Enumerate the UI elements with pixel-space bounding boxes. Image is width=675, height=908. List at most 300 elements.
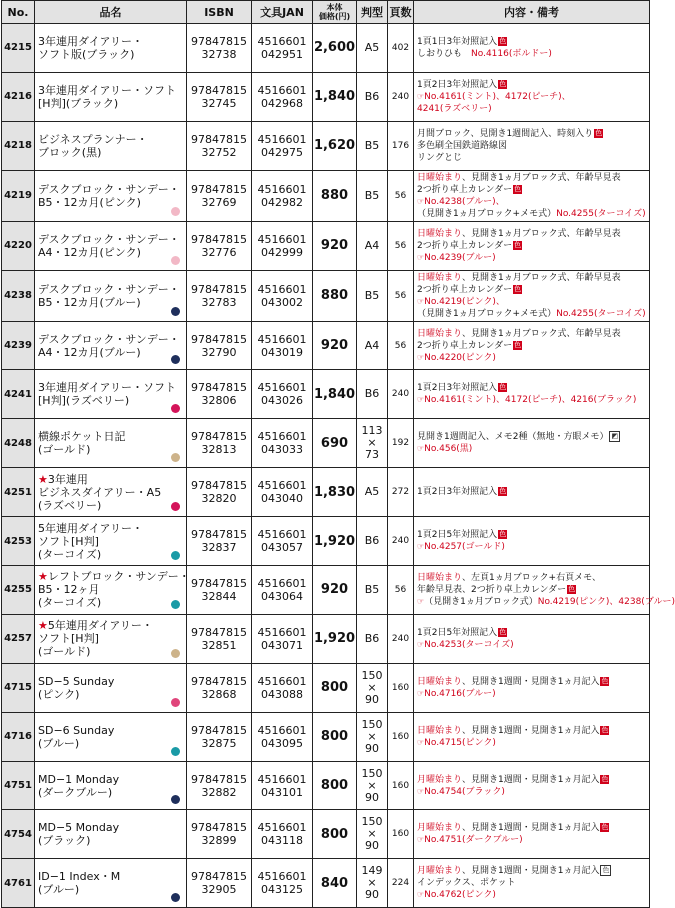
size-line: B6 (364, 89, 380, 103)
note-line (417, 639, 646, 651)
pointer-icon: ☞ (417, 352, 425, 362)
size-cell (357, 810, 388, 859)
color-print-badge-icon: 色 (514, 240, 522, 249)
jan-line: 4516601 (257, 479, 307, 493)
item-number: 4253 (2, 517, 35, 566)
item-name-line: デスクブロック・サンデー・ (38, 332, 180, 346)
item-name-line: 5年連用ダイアリー・ (47, 619, 153, 633)
note-line (417, 103, 646, 115)
item-number: 4255 (2, 566, 35, 615)
pointer-icon: ☞ (417, 542, 425, 552)
size-cell (357, 419, 388, 468)
item-name-line: (ターコイズ) (38, 547, 102, 561)
jan-line: 043101 (261, 785, 303, 799)
jan-line: 4516601 (257, 182, 307, 196)
jan-cell (252, 859, 313, 908)
jan-line: 4516601 (257, 381, 307, 395)
isbn-cell (187, 810, 252, 859)
item-name-line: レフトブロック・サンデー・ (47, 570, 190, 584)
note-line (417, 79, 646, 91)
item-name-line: 3年連用 (47, 472, 88, 486)
note-text: 、見開き1週間・見開き1ヵ月記入 (462, 725, 600, 736)
pointer-icon: ☞ (417, 395, 425, 405)
note-line (417, 676, 646, 688)
size-line: B5 (364, 288, 380, 302)
color-print-badge-icon: 色 (499, 627, 507, 636)
item-name-line: (ブルー) (38, 883, 80, 897)
related-item-link: No.4239(ブルー) (424, 252, 496, 263)
isbn-line: 97847815 (191, 83, 247, 97)
price-cell: 690 (313, 419, 357, 468)
size-line: B5 (364, 138, 380, 152)
new-star-icon: ★ (38, 472, 48, 486)
notes-cell (414, 170, 650, 221)
pointer-icon: ☞ (417, 444, 425, 454)
color-print-badge-icon: 色 (568, 584, 576, 593)
color-print-badge-icon: 色 (514, 284, 522, 293)
note-line (417, 152, 646, 164)
pages-cell: 224 (388, 859, 414, 908)
item-number: 4257 (2, 614, 35, 663)
isbn-cell (187, 517, 252, 566)
isbn-line: 97847815 (191, 332, 247, 346)
size-line: 113 (361, 424, 383, 438)
pages-cell: 160 (388, 810, 414, 859)
jan-line: 043057 (261, 541, 303, 555)
item-name (35, 72, 187, 121)
item-name-line: (ブルー) (38, 736, 80, 750)
pages-cell: 176 (388, 121, 414, 170)
new-star-icon: ★ (38, 619, 48, 633)
notes-cell (414, 663, 650, 712)
table-row (2, 419, 650, 468)
pages-cell: 56 (388, 566, 414, 615)
header-isbn: ISBN (187, 1, 252, 24)
header-no: No. (2, 1, 35, 24)
note-line (417, 541, 646, 553)
size-line: A5 (364, 40, 380, 54)
catalog-table (1, 0, 675, 908)
color-print-badge-icon: 色 (601, 823, 609, 832)
isbn-cell (187, 72, 252, 121)
isbn-line: 97847815 (191, 723, 247, 737)
pointer-icon: ☞ (417, 786, 425, 796)
color-print-badge-icon: 色 (499, 79, 507, 88)
table-row (2, 321, 650, 370)
related-item-link: No.4161(ミント)、4172(ピーチ)、 (424, 91, 571, 102)
item-name-line: ソフト[H判] (38, 534, 99, 548)
isbn-cell (187, 614, 252, 663)
price-cell: 2,600 (313, 24, 357, 73)
size-cell (357, 72, 388, 121)
jan-line: 4516601 (257, 232, 307, 246)
note-highlight: 月曜始まり (417, 774, 463, 785)
jan-cell (252, 170, 313, 221)
item-name-line: 3年連用ダイアリー・ (38, 34, 144, 48)
pages-cell: 56 (388, 321, 414, 370)
isbn-line: 32851 (201, 638, 237, 652)
note-line (417, 834, 646, 846)
pages-cell: 160 (388, 712, 414, 761)
related-item-link: No.4219(ピンク)、4238(ブルー) (537, 596, 675, 607)
jan-line: 4516601 (257, 83, 307, 97)
size-line: × (367, 436, 377, 450)
item-name-line: [H判](ブラック) (38, 96, 119, 110)
item-name (35, 370, 187, 419)
item-name (35, 24, 187, 73)
item-number: 4216 (2, 72, 35, 121)
jan-cell (252, 321, 313, 370)
item-name-line: ブロック(黒) (38, 145, 102, 159)
note-text: 2つ折り卓上カレンダー (417, 240, 513, 251)
jan-line: 042982 (261, 195, 303, 209)
item-name-line: ソフト版(ブラック) (38, 47, 135, 61)
pointer-icon: ☞ (417, 890, 425, 900)
pages-cell: 402 (388, 24, 414, 73)
isbn-line: 97847815 (191, 870, 247, 884)
item-name-line: B5・12ヶ月 (38, 583, 100, 597)
item-name (35, 419, 187, 468)
item-name-line-wrap (38, 619, 183, 632)
isbn-line: 97847815 (191, 625, 247, 639)
header-price: 本体 価格(円) (313, 1, 357, 24)
notes-cell (414, 859, 650, 908)
note-line (417, 172, 646, 184)
item-name (35, 468, 187, 517)
note-text: 、見開き1週間・見開き1ヵ月記入 (462, 823, 600, 834)
size-line: × (367, 778, 377, 792)
isbn-line: 97847815 (191, 34, 247, 48)
note-line (417, 865, 646, 877)
header-pages: 頁数 (388, 1, 414, 24)
color-swatch-icon (171, 256, 180, 265)
note-text: 、見開き1ヵ月ブロック式、年齢早見表 (462, 272, 621, 283)
color-print-badge-icon: 色 (601, 676, 609, 685)
note-line (417, 240, 646, 252)
item-name-line-wrap (38, 570, 190, 584)
isbn-line: 97847815 (191, 132, 247, 146)
jan-line: 043040 (261, 492, 303, 506)
color-print-badge-icon: 色 (595, 128, 603, 137)
note-line (417, 486, 646, 498)
isbn-line: 97847815 (191, 821, 247, 835)
pages-cell: 240 (388, 614, 414, 663)
item-name (35, 517, 187, 566)
item-number: 4241 (2, 370, 35, 419)
jan-line: 043019 (261, 345, 303, 359)
item-name-line: ソフト[H判] (38, 632, 99, 646)
notes-cell (414, 810, 650, 859)
pointer-icon: ☞ (417, 252, 425, 262)
item-number: 4220 (2, 221, 35, 270)
item-name-line: ビジネスプランナー・ (38, 132, 148, 146)
notes-cell (414, 121, 650, 170)
note-text: 2つ折り卓上カレンダー (417, 184, 513, 195)
item-name (35, 810, 187, 859)
header-notes: 内容・備考 (414, 1, 650, 24)
price-cell: 800 (313, 761, 357, 810)
pages-cell: 240 (388, 72, 414, 121)
note-text: 1頁2日5年対照記入 (417, 627, 498, 638)
size-cell (357, 663, 388, 712)
color-swatch-icon (171, 404, 180, 413)
color-swatch-icon (171, 207, 180, 216)
price-cell: 1,920 (313, 614, 357, 663)
item-name-line: ビジネスダイアリー・A5 (38, 485, 162, 499)
table-row (2, 170, 650, 221)
related-item-link: No.4219(ピンク)、 (424, 296, 505, 307)
item-name-line: (ゴールド) (38, 645, 91, 659)
jan-cell (252, 419, 313, 468)
jan-line: 4516601 (257, 625, 307, 639)
isbn-line: 97847815 (191, 282, 247, 296)
note-text: インデックス、ポケット (417, 878, 516, 889)
header-size: 判型 (357, 1, 388, 24)
isbn-line: 32813 (201, 443, 237, 457)
item-name-line: (ターコイズ) (38, 596, 102, 610)
size-line: B6 (364, 387, 380, 401)
item-name (35, 566, 190, 615)
isbn-cell (187, 761, 252, 810)
isbn-line: 32769 (201, 195, 237, 209)
note-text: 1頁2日3年対照記入 (417, 383, 498, 394)
isbn-line: 32752 (201, 145, 237, 159)
note-line (417, 36, 646, 48)
size-line: A4 (364, 338, 380, 352)
color-print-badge-icon: 色 (499, 383, 507, 392)
related-item-link: 4241(ラズベリー) (417, 103, 492, 114)
notes-cell (414, 321, 650, 370)
jan-cell (252, 72, 313, 121)
size-line: 90 (365, 692, 379, 706)
color-swatch-icon (171, 307, 180, 316)
jan-cell (252, 370, 313, 419)
size-line: × (367, 729, 377, 743)
size-line: A4 (364, 238, 380, 252)
note-line (417, 596, 675, 608)
price-cell: 1,920 (313, 517, 357, 566)
pointer-icon: ☞ (417, 91, 425, 101)
pointer-icon: ☞ (417, 737, 425, 747)
related-item-link: No.4715(ピンク) (424, 737, 496, 748)
jan-line: 043088 (261, 687, 303, 701)
color-print-badge-icon: 色 (499, 36, 507, 45)
item-name-line: 3年連用ダイアリー・ソフト (38, 381, 177, 395)
note-text: 2つ折り卓上カレンダー (417, 284, 513, 295)
size-cell (357, 24, 388, 73)
isbn-line: 32844 (201, 589, 237, 603)
jan-line: 4516601 (257, 34, 307, 48)
table-row (2, 859, 650, 908)
price-cell: 1,840 (313, 72, 357, 121)
color-swatch-icon (171, 355, 180, 364)
jan-line: 042975 (261, 145, 303, 159)
new-star-icon: ★ (38, 570, 48, 584)
item-name (35, 321, 187, 370)
note-text: リングとじ (417, 152, 463, 163)
size-line: × (367, 680, 377, 694)
jan-cell (252, 121, 313, 170)
item-name (35, 221, 187, 270)
size-line: B6 (364, 534, 380, 548)
item-name-line: 3年連用ダイアリー・ソフト (38, 83, 177, 97)
color-swatch-icon (171, 698, 180, 707)
table-row (2, 221, 650, 270)
table-row (2, 468, 650, 517)
size-cell (357, 321, 388, 370)
isbn-cell (187, 370, 252, 419)
jan-cell (252, 761, 313, 810)
isbn-cell (187, 663, 252, 712)
jan-line: 042999 (261, 245, 303, 259)
note-text: しおりひも (417, 48, 472, 59)
related-item-link: No.4257(ゴールド) (424, 542, 505, 553)
notes-cell (414, 712, 650, 761)
table-row (2, 24, 650, 73)
note-line (417, 228, 646, 240)
size-line: 90 (365, 839, 379, 853)
related-item-link: No.4220(ピンク) (424, 352, 496, 363)
related-item-link: No.4116(ボルドー) (471, 48, 552, 59)
related-item-link: No.4762(ピンク) (424, 890, 496, 901)
jan-line: 4516601 (257, 870, 307, 884)
isbn-line: 32745 (201, 96, 237, 110)
note-line (417, 737, 646, 749)
jan-line: 042968 (261, 96, 303, 110)
item-name-line: デスクブロック・サンデー・ (38, 282, 180, 296)
related-item-link: No.4751(ダークブルー) (424, 835, 523, 846)
item-number: 4218 (2, 121, 35, 170)
notes-cell (414, 24, 650, 73)
item-number: 4754 (2, 810, 35, 859)
note-text: 1頁2日3年対照記入 (417, 79, 498, 90)
jan-line: 043026 (261, 394, 303, 408)
price-cell: 880 (313, 270, 357, 321)
isbn-cell (187, 859, 252, 908)
jan-line: 042951 (261, 47, 303, 61)
jan-cell (252, 663, 313, 712)
color-swatch-icon (171, 893, 180, 902)
note-highlight: 日曜始まり (417, 272, 463, 283)
jan-cell (252, 712, 313, 761)
note-line (417, 627, 646, 639)
note-text: 月間ブロック、見開き1週間記入、時刻入り (417, 128, 594, 139)
table-row (2, 270, 650, 321)
isbn-line: 32790 (201, 345, 237, 359)
item-name (35, 761, 187, 810)
price-cell: 920 (313, 321, 357, 370)
table-row (2, 712, 650, 761)
size-cell (357, 221, 388, 270)
notes-cell (414, 72, 650, 121)
related-item-link: No.4253(ターコイズ) (424, 639, 514, 650)
isbn-cell (187, 170, 252, 221)
isbn-line: 32905 (201, 883, 237, 897)
isbn-line: 32783 (201, 295, 237, 309)
note-line (417, 308, 646, 320)
item-name-line: (ラズベリー) (38, 498, 102, 512)
note-line (417, 786, 646, 798)
pointer-icon: ☞ (417, 596, 425, 606)
note-line (417, 889, 646, 901)
pages-cell: 240 (388, 517, 414, 566)
item-name-line: A4・12カ月(ブルー) (38, 345, 141, 359)
isbn-line: 97847815 (191, 182, 247, 196)
isbn-line: 97847815 (191, 528, 247, 542)
item-name-line: SD−6 Sunday (38, 723, 115, 737)
size-cell (357, 370, 388, 419)
note-line (417, 128, 646, 140)
size-cell (357, 170, 388, 221)
isbn-line: 97847815 (191, 430, 247, 444)
item-name-line: B5・12カ月(ピンク) (38, 195, 141, 209)
jan-cell (252, 468, 313, 517)
notes-cell (414, 517, 650, 566)
note-line (417, 352, 646, 364)
related-item-link: No.4255(ターコイズ) (556, 308, 646, 319)
table-row (2, 761, 650, 810)
table-row (2, 370, 650, 419)
size-cell (357, 121, 388, 170)
jan-cell (252, 517, 313, 566)
note-line (417, 184, 646, 196)
pages-cell: 56 (388, 221, 414, 270)
note-line (417, 431, 646, 443)
isbn-cell (187, 566, 252, 615)
jan-cell (252, 270, 313, 321)
size-line: B5 (364, 188, 380, 202)
color-swatch-icon (171, 649, 180, 658)
catalog-body (2, 24, 675, 908)
isbn-line: 32837 (201, 541, 237, 555)
item-number: 4716 (2, 712, 35, 761)
price-cell: 800 (313, 810, 357, 859)
pages-cell: 240 (388, 370, 414, 419)
pointer-icon: ☞ (417, 688, 425, 698)
item-name-line-wrap (38, 473, 183, 486)
related-item-link: No.4161(ミント)、4172(ピーチ)、4216(ブラック) (424, 395, 637, 406)
price-cell: 840 (313, 859, 357, 908)
note-line (417, 91, 646, 103)
note-line (417, 688, 646, 700)
isbn-cell (187, 121, 252, 170)
note-line (417, 394, 646, 406)
isbn-line: 97847815 (191, 674, 247, 688)
isbn-line: 32899 (201, 834, 237, 848)
jan-line: 043095 (261, 736, 303, 750)
item-name-line: [H判](ラズベリー) (38, 394, 130, 408)
note-line (417, 443, 646, 455)
related-item-link: No.4238(ブルー)、 (424, 196, 505, 207)
pointer-icon: ☞ (417, 296, 425, 306)
item-name (35, 712, 187, 761)
size-cell (357, 761, 388, 810)
note-text: 年齢早見表、2つ折り卓上カレンダー (417, 584, 567, 595)
jan-line: 4516601 (257, 772, 307, 786)
note-text: 1頁1日3年対照記入 (417, 36, 498, 47)
item-number: 4238 (2, 270, 35, 321)
size-cell (357, 712, 388, 761)
jan-cell (252, 810, 313, 859)
isbn-line: 32776 (201, 245, 237, 259)
size-line: × (367, 876, 377, 890)
price-cell: 1,620 (313, 121, 357, 170)
pages-cell: 160 (388, 663, 414, 712)
jan-line: 043033 (261, 443, 303, 457)
notes-cell (414, 566, 675, 615)
note-line (417, 140, 646, 152)
color-swatch-icon (171, 795, 180, 804)
